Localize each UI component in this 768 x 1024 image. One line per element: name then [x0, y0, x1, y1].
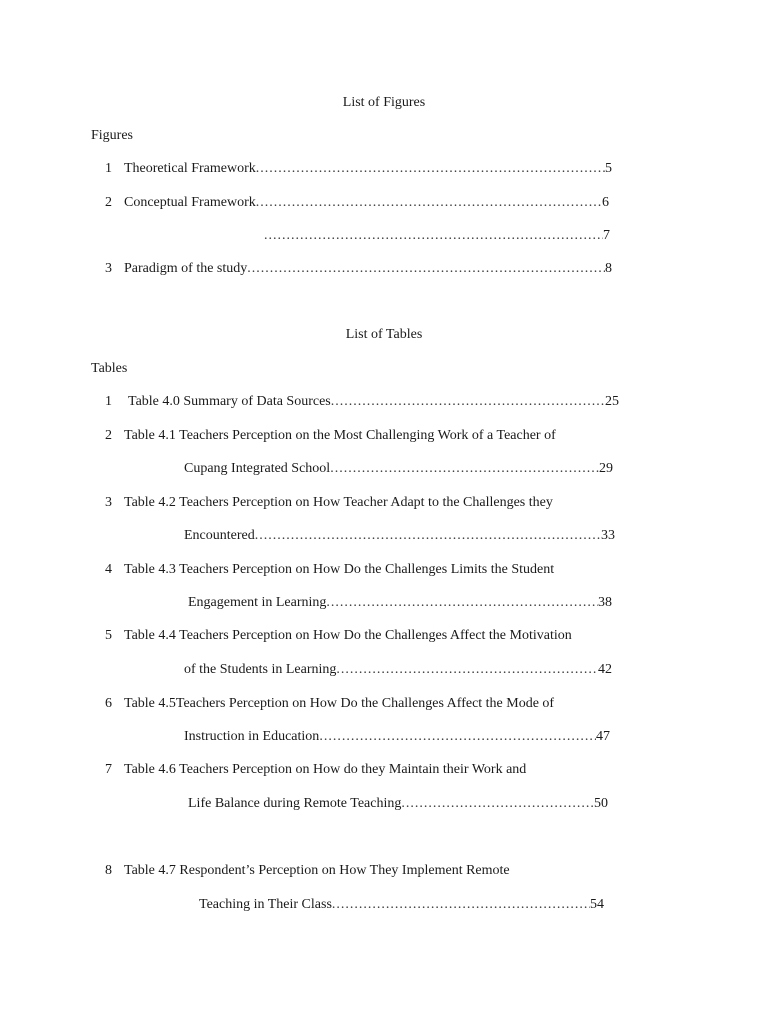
entry-line	[124, 161, 612, 177]
entry-line	[188, 595, 612, 611]
entry-title-continued: Teaching in Their Class	[199, 897, 332, 912]
entry-title: Table 4.1 Teachers Perception on the Most Challenging Work of a Teacher of	[124, 428, 556, 443]
dot-leader	[264, 228, 603, 244]
entry-line	[199, 897, 604, 913]
entry-title-continued: Instruction in Education	[184, 729, 320, 744]
entry-page-number: 38	[598, 595, 612, 610]
figure-entry	[0, 161, 768, 179]
entry-title-continued: Encountered	[184, 528, 255, 543]
entry-page-number: 7	[603, 228, 610, 243]
dot-leader	[331, 394, 605, 410]
entry-line	[184, 662, 612, 678]
table-entry-continuation	[0, 662, 768, 680]
figures-heading: List of Figures	[342, 95, 426, 110]
entry-page-number: 8	[605, 261, 612, 276]
entry-page-number: 5	[605, 161, 612, 176]
entry-number: 2	[105, 428, 112, 443]
figure-entry	[0, 228, 768, 246]
dot-leader	[401, 796, 594, 812]
table-entry	[0, 628, 768, 646]
dot-leader	[256, 195, 602, 211]
entry-number: 5	[105, 628, 112, 643]
entry-title: Table 4.6 Teachers Perception on How do they Maintain their Work and	[124, 762, 527, 777]
table-entry	[0, 562, 768, 580]
entry-line	[124, 261, 612, 277]
table-entry-continuation	[0, 796, 768, 814]
entry-line	[184, 729, 610, 745]
entry-page-number: 25	[605, 394, 619, 409]
entry-title-continued: of the Students in Learning	[184, 662, 337, 677]
entry-title: Table 4.0 Summary of Data Sources	[128, 394, 331, 409]
entry-page-number: 54	[590, 897, 604, 912]
table-entry-continuation	[0, 461, 768, 479]
entry-page-number: 42	[598, 662, 612, 677]
entry-title-continued: Life Balance during Remote Teaching	[188, 796, 402, 811]
tables-heading: List of Tables	[345, 327, 423, 342]
table-entry-continuation	[0, 729, 768, 747]
entry-number: 1	[105, 394, 112, 409]
table-entry	[0, 863, 768, 881]
entry-number: 1	[105, 161, 112, 176]
table-entry	[0, 428, 768, 446]
entry-page-number: 50	[594, 796, 608, 811]
dot-leader	[332, 897, 590, 913]
entry-title: Table 4.3 Teachers Perception on How Do the Challenges Limits the Student	[124, 562, 555, 577]
entry-page-number: 33	[601, 528, 615, 543]
entry-line	[184, 461, 613, 477]
entry-line	[184, 528, 615, 544]
dot-leader	[336, 662, 598, 678]
table-entry	[0, 696, 768, 714]
entry-title: Table 4.4 Teachers Perception on How Do the Challenges Affect the Motivation	[124, 628, 572, 643]
dot-leader	[255, 528, 601, 544]
entry-page-number: 29	[599, 461, 613, 476]
dot-leader	[247, 261, 605, 277]
figures-label: Figures	[91, 128, 133, 143]
entry-title: Theoretical Framework	[124, 161, 256, 176]
entry-number: 6	[105, 696, 112, 711]
entry-line	[128, 394, 619, 410]
entry-title: Table 4.7 Respondent’s Perception on How They Implement Remote	[124, 863, 510, 878]
table-entry	[0, 495, 768, 513]
entry-title-continued: Engagement in Learning	[188, 595, 327, 610]
entry-title: Table 4.2 Teachers Perception on How Teacher Adapt to the Challenges they	[124, 495, 553, 510]
entry-title: Table 4.5Teachers Perception on How Do the Challenges Affect the Mode of	[124, 696, 555, 711]
dot-leader	[330, 461, 599, 477]
entry-page-number: 47	[596, 729, 610, 744]
entry-number: 8	[105, 863, 112, 878]
table-entry-continuation	[0, 897, 768, 915]
table-entry	[0, 394, 768, 412]
table-entry-continuation	[0, 528, 768, 546]
entry-line	[264, 228, 610, 244]
entry-number: 3	[105, 495, 112, 510]
entry-line	[124, 195, 609, 211]
entry-number: 3	[105, 261, 112, 276]
figure-entry	[0, 261, 768, 279]
entry-line	[188, 796, 608, 812]
table-entry-continuation	[0, 595, 768, 613]
entry-number: 4	[105, 562, 112, 577]
entry-title: Conceptual Framework	[124, 195, 256, 210]
tables-label: Tables	[91, 361, 128, 376]
dot-leader	[319, 729, 596, 745]
entry-title-continued: Cupang Integrated School	[184, 461, 331, 476]
entry-number: 7	[105, 762, 112, 777]
entry-title: Paradigm of the study	[124, 261, 248, 276]
figure-entry	[0, 195, 768, 213]
dot-leader	[256, 161, 605, 177]
table-entry	[0, 762, 768, 780]
entry-number: 2	[105, 195, 112, 210]
dot-leader	[326, 595, 598, 611]
entry-page-number: 6	[602, 195, 609, 210]
